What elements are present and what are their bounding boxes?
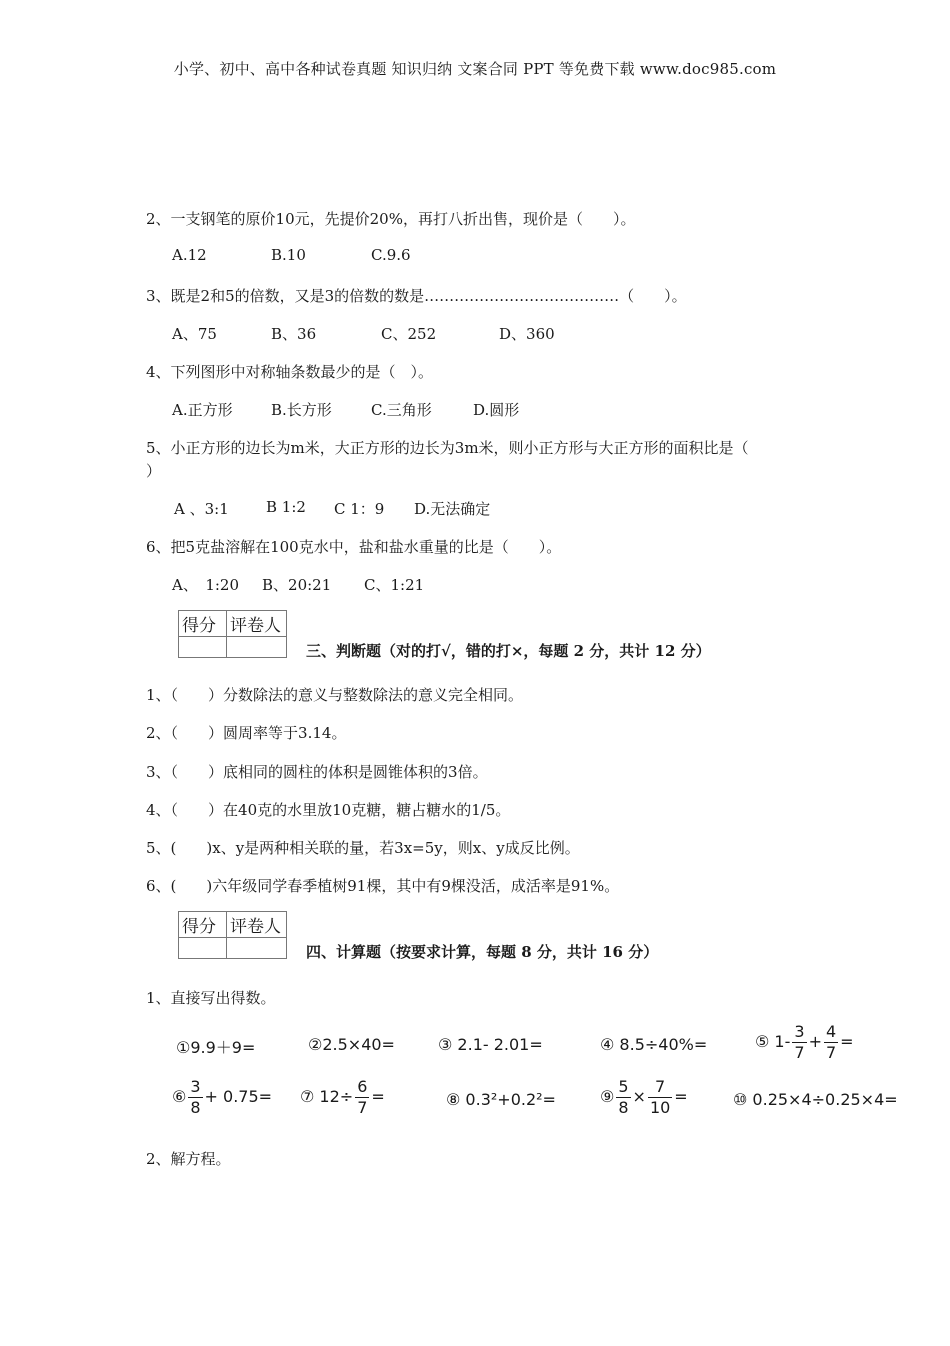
calc-6-prefix: ⑥ [172,1087,187,1106]
numerator: 4 [825,1022,837,1041]
judge-item-5: 5、( )x、y是两种相关联的量，若3x=5y，则x、y成反比例。 [146,839,580,857]
numerator: 7 [648,1077,672,1098]
calc-10: ⑩ 0.25×4÷0.25×4= [733,1090,898,1109]
judge-item-4: 4、（ ）在40克的水里放10克糖，糖占糖水的1/5。 [146,801,511,819]
calc-9-prefix: ⑨ [600,1087,615,1106]
plus-sign: + [808,1032,822,1051]
equals-sign: = [371,1087,385,1106]
grader-label: 评卷人 [227,912,287,938]
score-box [178,911,287,959]
calc-1: ①9.9＋9= [176,1038,256,1057]
score-label: 得分 [179,611,227,637]
score-label: 得分 [179,912,227,938]
judge-item-1: 1、（ ）分数除法的意义与整数除法的意义完全相同。 [146,686,524,704]
option: B 1:2 [266,498,306,516]
judge-item-6: 6、( )六年级同学春季植树91棵，其中有9棵没活，成活率是91%。 [146,877,620,895]
question-2: 2、一支钢笔的原价10元，先提价20%，再打八折出售，现价是（ ）。 [146,210,636,228]
question-6: 6、把5克盐溶解在100克水中，盐和盐水重量的比是（ ）。 [146,538,562,556]
times-sign: × [632,1087,646,1106]
calc-question-2: 2、解方程。 [146,1150,231,1168]
denominator: 8 [618,1098,629,1117]
calc-3: ③ 2.1- 2.01= [438,1035,543,1054]
judge-item-2: 2、（ ）圆周率等于3.14。 [146,724,347,742]
section-3-title: 三、判断题（对的打√，错的打×，每题 2 分，共计 12 分） [306,642,711,660]
option: A.正方形 [172,401,233,419]
question-5-cont: ） [146,462,162,480]
calc-5-prefix: ⑤ 1- [755,1032,791,1051]
calc-4: ④ 8.5÷40%= [600,1035,708,1054]
denominator: 7 [825,1043,837,1062]
option: A、75 [172,325,217,343]
option: A.12 [172,246,207,264]
calc-6-suffix: + 0.75= [204,1087,273,1106]
option: D.圆形 [473,401,520,419]
option: D、360 [499,325,555,343]
option: A、 1:20 [172,576,240,594]
calc-7 [300,1077,385,1118]
numerator: 3 [794,1022,805,1041]
grader-cell [227,637,287,658]
option: C、252 [381,325,437,343]
option: B.10 [271,246,306,264]
denominator: 7 [794,1043,805,1062]
page-header: 小学、初中、高中各种试卷真题 知识归纳 文案合同 PPT 等免费下载 www.doc985.com [173,60,777,78]
score-cell [179,938,227,959]
fraction [648,1077,672,1118]
option: B、36 [271,325,317,343]
score-cell [179,637,227,658]
numerator: 3 [190,1077,201,1096]
option: C.9.6 [371,246,411,264]
section-4-title: 四、计算题（按要求计算，每题 8 分，共计 16 分） [306,943,659,961]
option: A 、3:1 [174,500,229,518]
calc-9 [600,1077,688,1118]
denominator: 8 [190,1098,201,1117]
score-box [178,610,287,658]
option: B.长方形 [271,401,332,419]
option: C、1:21 [364,576,425,594]
fraction [824,1022,838,1063]
numerator: 5 [618,1077,629,1096]
question-4: 4、下列图形中对称轴条数最少的是（ ）。 [146,363,434,381]
option: D.无法确定 [414,500,491,518]
numerator: 6 [357,1077,368,1096]
calc-6 [172,1077,272,1118]
calc-2: ②2.5×40= [308,1035,395,1054]
option: C 1：9 [334,500,385,518]
fraction [792,1022,806,1063]
fraction [355,1077,369,1118]
question-5: 5、小正方形的边长为m米，大正方形的边长为3m米，则小正方形与大正方形的面积比是（ [146,439,749,457]
fraction [616,1077,630,1118]
grader-cell [227,938,287,959]
option: B、20:21 [262,576,332,594]
calc-8: ⑧ 0.3²+0.2²= [446,1090,556,1109]
calc-7-prefix: ⑦ 12÷ [300,1087,354,1106]
grader-label: 评卷人 [227,611,287,637]
denominator: 10 [649,1098,671,1117]
calc-question-1: 1、直接写出得数。 [146,989,276,1007]
judge-item-3: 3、（ ）底相同的圆柱的体积是圆锥体积的3倍。 [146,763,488,781]
option: C.三角形 [371,401,432,419]
question-3: 3、既是2和5的倍数，又是3的倍数的数是…………………………………（ ）。 [146,287,687,305]
calc-5 [755,1022,854,1063]
equals-sign: = [674,1087,688,1106]
fraction [188,1077,202,1118]
denominator: 7 [357,1098,368,1117]
equals-sign: = [840,1032,854,1051]
